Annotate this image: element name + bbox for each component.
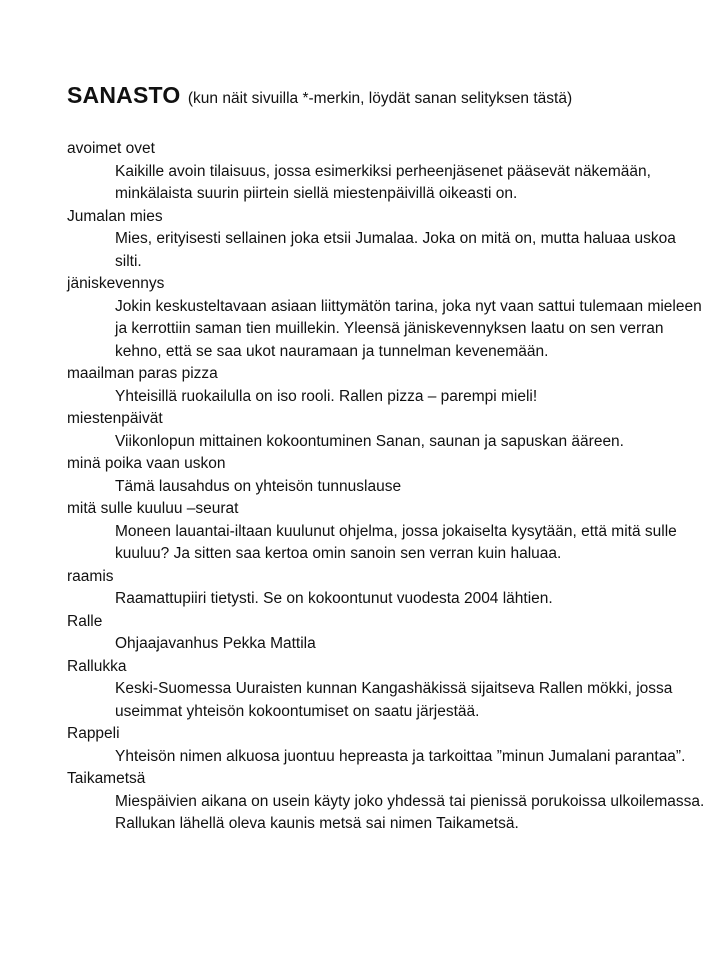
glossary-definition: Jokin keskusteltavaan asiaan liittymätön tarina, joka nyt vaan sattui tulemaan mieleen ja kerrottiin saman tien muillekin. Yleensä jäniskevennyksen laatu on sen verran kehno, että se saa ukot nauramaan ja tunnelman kevenemään. [115, 297, 702, 360]
glossary-definition: Tämä lausahdus on yhteisön tunnuslause [115, 477, 402, 495]
glossary-definition: Ohjaajavanhus Pekka Mattila [115, 635, 316, 652]
glossary-entry [67, 408, 707, 453]
glossary-term: Rallukka [67, 657, 127, 675]
glossary-definition: Miespäivien aikana on usein käyty joko yhdessä tai pienissä porukoissa ulkoilemassa. Rallukan lähellä oleva kaunis metsä sai nimen Taikametsä. [115, 792, 705, 832]
glossary-term: raamis [67, 567, 114, 585]
glossary-definition: Yhteisillä ruokailulla on iso rooli. Rallen pizza – parempi mieli! [115, 387, 538, 405]
glossary-definition: Raamattupiiri tietysti. Se on kokoontunut vuodesta 2004 lähtien. [115, 590, 553, 607]
glossary-term: avoimet ovet [67, 140, 155, 157]
glossary-entry [67, 498, 707, 566]
title-text: SANASTO [67, 82, 181, 108]
page-title [67, 80, 707, 114]
glossary-term: minä poika vaan uskon [67, 455, 226, 472]
glossary-entry [67, 723, 707, 768]
glossary-term: Ralle [67, 612, 103, 630]
glossary-entry [67, 566, 707, 611]
glossary-term: jäniskevennys [67, 275, 165, 292]
glossary-entry [67, 453, 707, 498]
glossary-term: maailman paras pizza [67, 365, 218, 382]
subtitle-text: (kun näit sivuilla *-merkin, löydät sanan selityksen tästä) [187, 90, 573, 107]
glossary-definition: Mies, erityisesti sellainen joka etsii Jumalaa. Joka on mitä on, mutta haluaa uskoa silti. [115, 230, 676, 270]
glossary-definition: Kaikille avoin tilaisuus, jossa esimerkiksi perheenjäsenet pääsevät näkemään, minkälaista suurin piirtein siellä miestenpäivillä oikeasti on. [115, 162, 651, 202]
glossary-entry [67, 611, 707, 656]
glossary-entry [67, 273, 707, 363]
glossary-definition: Yhteisön nimen alkuosa juontuu hepreasta ja tarkoittaa ”minun Jumalani parantaa”. [115, 747, 686, 765]
glossary-list [67, 138, 707, 836]
glossary-term: mitä sulle kuuluu –seurat [67, 500, 239, 517]
document-page [67, 80, 707, 836]
glossary-entry [67, 363, 707, 408]
glossary-definition: Viikonlopun mittainen kokoontuminen Sanan, saunan ja sapuskan ääreen. [115, 432, 624, 450]
glossary-term: Jumalan mies [67, 207, 163, 225]
glossary-entry [67, 138, 707, 206]
glossary-term: miestenpäivät [67, 410, 163, 427]
glossary-entry [67, 768, 707, 836]
glossary-entry [67, 656, 707, 724]
glossary-definition: Moneen lauantai-iltaan kuulunut ohjelma, jossa jokaiselta kysytään, että mitä sulle kuuluu? Ja sitten saa kertoa omin sanoin sen verran kuin haluaa. [115, 522, 677, 562]
glossary-term: Rappeli [67, 725, 120, 742]
glossary-term: Taikametsä [67, 770, 146, 787]
glossary-entry [67, 206, 707, 274]
glossary-definition: Keski-Suomessa Uuraisten kunnan Kangashäkissä sijaitseva Rallen mökki, jossa useimmat yhteisön kokoontumiset on saatu järjestää. [115, 680, 673, 720]
